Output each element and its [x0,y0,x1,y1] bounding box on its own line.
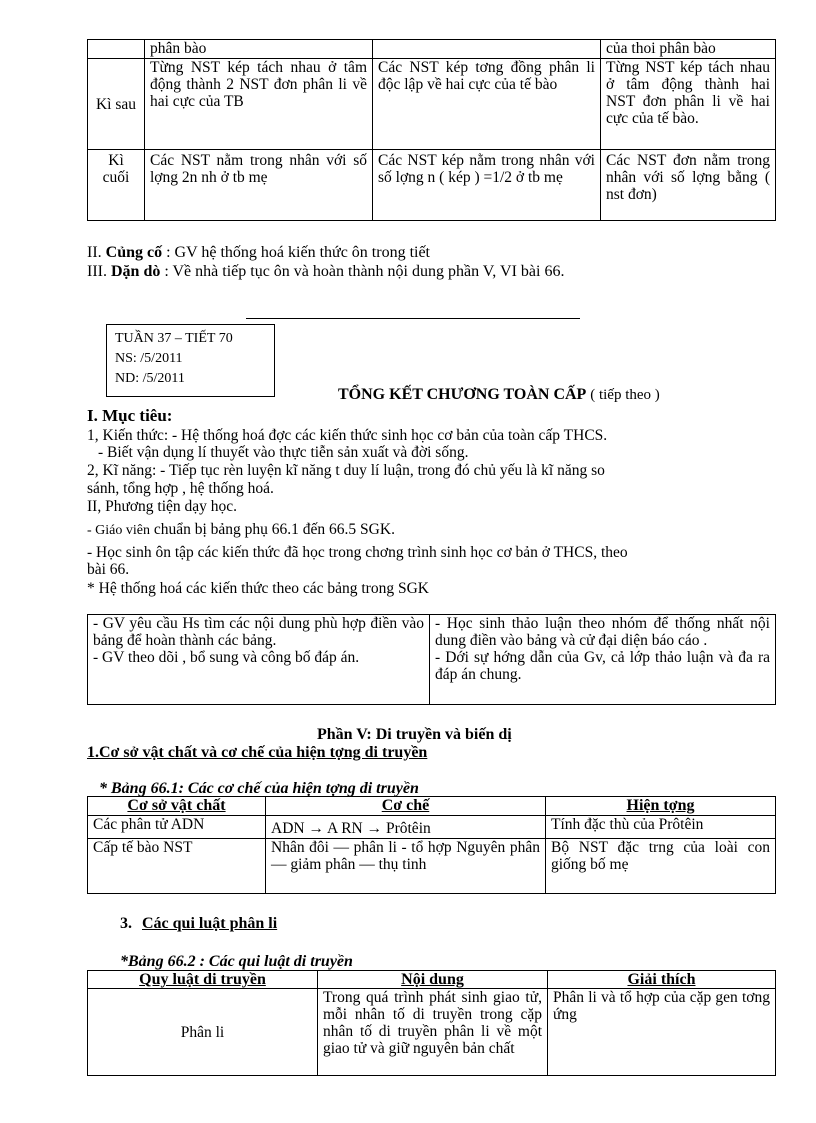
student-activity-cell [430,615,776,705]
explanation-cell: Phân li và tổ hợp của cặp gen tơng ứng [548,989,776,1076]
phase-cell: Kì sau [88,59,145,150]
mechanism-cell: ADN → A RN → Prôtêin [266,816,546,839]
cell: phân bào [145,40,373,59]
knowledge-line-1: 1, Kiến thức: - Hệ thống hoá đợc các kiến thức sinh học cơ bản của toàn cấp THCS. [87,427,608,444]
table-66-1-caption: * Bảng 66.1: Các cơ chế của hiện tợng di truyền [99,780,419,797]
cell: Các NST kép tơng đồng phân li độc lập về hai cực của tế bào [373,59,601,150]
student-activity: - Dới sự hớng dẫn của Gv, cả lớp thảo luận và đa ra đáp án chung. [435,649,770,683]
teacher-activity: - GV yêu cầu Hs tìm các nội dung phù hợp điền vào bảng để hoàn thành các bảng. [93,615,424,649]
teacher-activity-cell [88,615,430,705]
table-66-2-caption: *Bảng 66.2 : Các qui luật di truyền [120,953,353,970]
section-ii-prefix: II. [87,244,102,261]
objectives-heading: I. Mục tiêu: [87,406,173,425]
law-cell: Phân li [88,989,318,1076]
cell: Từng NST kép tách nhau ở tâm động thành hai NST đơn phân li về hai cực của tế bào. [601,59,776,150]
cell: Từng NST kép tách nhau ở tâm động thành 2 NST đơn phân li về hai cực của TB [145,59,373,150]
header-cell: Quy luật di truyền [88,971,318,989]
teacher-text: chuẩn bị bảng phụ 66.1 đến 66.5 SGK. [149,521,395,538]
cell: Các NST kép nằm trong nhân với số lợng n ( kép ) =1/2 ở tb mẹ [373,150,601,221]
header-cell: Giải thích [548,971,776,989]
teacher-activity: - GV theo dõi , bổ sung và công bố đáp án. [93,649,360,666]
cell: Các NST nằm trong nhân với số lợng 2n nh ở tb mẹ [145,150,373,221]
teacher-prefix: - Giáo viên [87,523,150,538]
part-v-title: Phần V: Di truyền và biến dị [317,726,512,743]
phenomenon-cell: Tính đặc thù của Prôtêin [546,816,776,839]
phase-table [87,39,776,221]
cell [373,40,601,59]
title-main: TỔNG KẾT CHƯƠNG TOÀN CẤP [338,386,587,403]
divider [246,318,580,319]
cell: của thoi phân bào [601,40,776,59]
section-3-heading [120,915,277,932]
teacher-line [87,521,767,539]
students-line-2: bài 66. [87,561,130,578]
methods-heading: II, Phương tiện dạy học. [87,498,238,515]
title-sub: ( tiếp theo ) [590,387,660,403]
basis-cell: Cấp tế bào NST [88,839,266,894]
table-66-1 [87,796,776,894]
skill-line-1: 2, Kĩ năng: - Tiếp tục rèn luyện kĩ năng t duy lí luận, trong đó chủ yếu là kĩ năng so [87,462,605,479]
section-iii-prefix: III. [87,263,107,280]
section-3-title: Các qui luật phân li [142,915,278,932]
header-cell: Nội dung [318,971,548,989]
lesson-info-box [106,324,275,397]
basis-cell: Các phân tử ADN [88,816,266,839]
section-ii-label: Củng cố [105,244,163,261]
section-iii-label: Dặn dò [110,263,161,280]
phase-cell [88,40,145,59]
knowledge-line-2: - Biết vận dụng lí thuyết vào thực tiễn sản xuất và đời sống. [98,444,469,461]
header-cell: Cơ chế [266,797,546,816]
header-cell: Hiện tợng [546,797,776,816]
section-iii-text: : Về nhà tiếp tục ôn và hoàn thành nội dung phần V, VI bài 66. [160,263,565,280]
mechanism-cell: Nhân đôi — phân li - tổ hợp Nguyên phân — giảm phân — thụ tinh [266,839,546,894]
part-v-subheading: 1.Cơ sở vật chất và cơ chế của hiện tợng di truyền [87,744,428,761]
student-activity: - Học sinh thảo luận theo nhóm để thống nhất nội dung điền vào bảng và cử đại diện báo cáo . [435,615,770,649]
teach-date: ND: /5/2011 [115,371,185,386]
system-line: * Hệ thống hoá các kiến thức theo các bảng trong SGK [87,580,429,597]
week-period: TUẦN 37 – TIẾT 70 [115,331,233,346]
cell: Các NST đơn nằm trong nhân với số lợng bằng ( nst đơn) [601,150,776,221]
phenomenon-cell: Bộ NST đặc trng của loài con giống bố mẹ [546,839,776,894]
section-iii [87,263,767,280]
skill-line-2: sánh, tổng hợp , hệ thống hoá. [87,480,274,497]
page-title [338,386,660,404]
section-ii [87,244,767,261]
section-3-number: 3. [120,915,132,932]
section-ii-text: : GV hệ thống hoá kiến thức ôn trong tiết [162,244,430,261]
header-cell: Cơ sở vật chất [88,797,266,816]
activity-table [87,614,776,705]
table-66-2 [87,970,776,1076]
prep-date: NS: /5/2011 [115,351,183,366]
phase-cell: Kì cuối [88,150,145,221]
content-cell: Trong quá trình phát sinh giao tử, mỗi nhân tố di truyền trong cặp nhân tố di truyền phân li về một giao tử và giữ nguyên bản chất [318,989,548,1076]
students-line-1: - Học sinh ôn tập các kiến thức đã học trong chơng trình sinh học cơ bản ở THCS, theo [87,544,628,561]
